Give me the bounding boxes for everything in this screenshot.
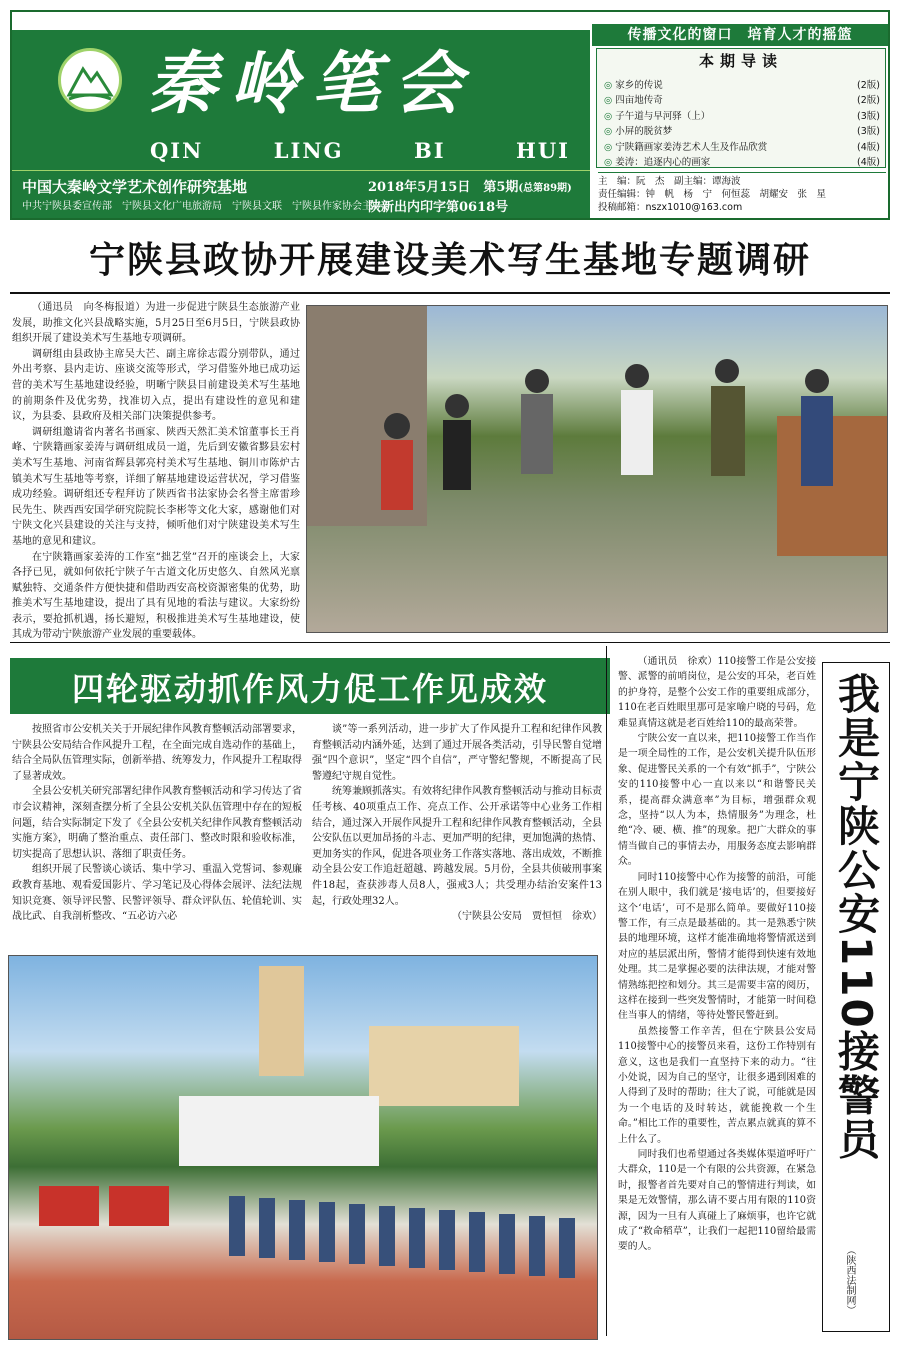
guide-item: ◎ 小屏的脱贫梦 (3版)	[604, 126, 880, 138]
sponsors: 中共宁陕县委宣传部 宁陕县文化广电旅游局 宁陕县文联 宁陕县作家协会主办	[22, 201, 382, 212]
guide-item: ◎ 四亩地传奇 (2版)	[604, 95, 880, 107]
article1-headline: 宁陕县政协开展建设美术写生基地专题调研	[88, 240, 811, 281]
base-name: 中国大秦岭文学艺术创作研究基地	[22, 178, 248, 196]
issue-date	[368, 176, 572, 195]
total-issue: (总第89期)	[518, 183, 572, 194]
pinyin-1: QIN	[150, 138, 204, 163]
article1-photo	[306, 305, 888, 633]
staff-email: 投稿邮箱：nszx1010@163.com	[598, 202, 743, 213]
article2-headline: 四轮驱动抓作风力促工作见成效	[71, 670, 548, 708]
article3-source: （陕西法制网）	[844, 1245, 855, 1315]
headline-rule	[10, 292, 890, 294]
bullet-icon: ◎	[604, 95, 613, 107]
column-divider	[606, 646, 607, 1336]
guide-item: ◎ 子午道与早河驿（上） (3版)	[604, 110, 880, 122]
bullet-icon: ◎	[604, 79, 613, 91]
article2-photo	[8, 955, 598, 1340]
bullet-icon: ◎	[604, 141, 613, 153]
newspaper-title-pinyin	[150, 138, 590, 163]
guide-list	[604, 76, 880, 169]
guide-item: ◎ 家乡的传说 (2版)	[604, 79, 880, 91]
article3-body: （通讯员 徐欢）110接警工作是公安接警、派警的前哨岗位，是公安的耳朵，老百姓的护身符，是整个公安工作的重要组成部分，110在老百姓眼里那可是家喻户晓的号码，危难显真情这就是老百姓给110的最高荣誉。 宁陕公安一直以来，把110接警工作当作是一项全局性的工作，是公安机关提升队伍形象、促进警民关系的一个有效“抓手”，宁陕公安的110接警中心一直以来以“和谐警民关系，提高群众满意率”为目标，增强群众观念，坚持“以人为本，热情服务”为理念，杜绝“冷、硬、横、推”的现象。把广大群众的事情当做自己的事情去办，用服务态度去影响群众。 同时110接警中心作为接警的前沿，可能在别人眼中，我们就是‘接电话’的，但要接好这个‘电话’，可不是那么简单。要做好110接警工作，有三点是最基础的。其一是熟悉宁陕县的地理环境，这样才能准确地将警情派送到对应的基层派出所，警情才能得到快速有效地处理。其二是掌握必要的法律法规，才能对警情熟练把控和划分。其三是需要丰富的阅历，这样在接到一些突发警情时，才能第一时间稳住当事人的情绪，等待处警民警赶到。 虽然接警工作辛苦，但在宁陕县公安局110接警中心的接警员来看，这份工作特别有意义，这也是我们一直坚持下来的动力。“往小处说，因为自己的坚守，让很多遇到困难的人得到了及时的帮助；往大了说，可能就是因为一个电话的及时转达，就能挽救一个生命。”相比工作的重要性，苦点累点就真的算不上什么了。 同时我们也希望通过各类媒体渠道呼吁广大群众，110是一个有限的公共资源，在紧急时，报警者首先要对自己的警情进行判读，如果是无效警情，那么请不要占用有限的110资源，因为一旦有人真碰上了麻烦事，也许它就成了“救命稻草”，让我们一起把110留给最需要的人。	[618, 656, 816, 1253]
staff-duty-editors: 责任编辑：钟 帆 杨 宁 何恒蕊 胡耀安 张 星	[598, 189, 827, 200]
pinyin-3: BI	[413, 138, 446, 163]
slogan: 传播文化的窗口 培育人才的摇篮	[592, 24, 888, 46]
article3-headline: 我是宁陕公安110接警员	[832, 672, 881, 1162]
staff-box	[598, 172, 886, 214]
date-issue: 2018年5月15日 第5期	[368, 180, 519, 195]
section-rule	[10, 642, 890, 643]
guide-item: ◎ 宁陕籍画家姜涛艺术人生及作品欣赏 (4版)	[604, 141, 880, 153]
article1-body: （通迅员 向冬梅报道）为进一步促进宁陕县生态旅游产业发展，助推文化兴县战略实施，5月25日至6月5日，宁陕县政协组织开展了建设美术写生基地专项调研。 调研组由县政协主席吴大芒、副主席徐志霞分别带队，通过外出考察、县内走访、座谈交流等形式，学习借鉴外地已成功运营的美术写生基地建设经验，明晰宁陕县目前建设美术写生基地的前期条件及优劣势，找准切入点，提出有建设性的意见和建议，为县委、县政府及相关部门决策提供参考。 调研组邀请省内著名书画家、陕西天然汇美术馆董事长王肖峰、宁陕籍画家姜涛与调研组成员一道，先后到安徽省黟县宏村美术写生基地、河南省辉县郭亮村美术写生基地、铜川市陈炉古镇美术写生基地等考察，详细了解基地建设运营状况，学习借鉴成功经验。调研组还专程拜访了陕西省书法家协会名誉主席雷珍民先生、陕西西安国学研究院院长李彬等文化大家，感谢他们对宁陕文化兴县建设的关注与支持，倾听他们对宁陕建设美术写生基地的意见和建议。 在宁陕籍画家姜涛的工作室“拙艺堂”召开的座谈会上，大家各抒已见，就如何依托宁陕子午古道文化历史悠久、自然风光禀赋独特、交通条件方便快捷和借助西安高校资源密集的优势，助推美术写生基地建设，提出了具有见地的看法与建议。大家纷纷表示，要抢抓机遇，扬长避短，积极推进美术写生基地建设，使其成为带动宁陕旅游产业发展的重要载体。	[12, 302, 300, 641]
newspaper-title: 秦岭笔会	[148, 44, 477, 124]
article2-byline: （宁陕县公安局 贾恒恒 徐欢）	[452, 911, 602, 923]
permit-number: 陕新出内印字第0618号	[368, 200, 509, 215]
guide-title: 本期导读	[698, 52, 783, 70]
bullet-icon: ◎	[604, 110, 613, 122]
newspaper-logo	[58, 48, 122, 112]
guide-item: ◎ 姜涛：追逐内心的画家 (4版)	[604, 157, 880, 169]
pinyin-4: HUI	[516, 138, 570, 163]
article2-col1: 按照省市公安机关关于开展纪律作风教育整顿活动部署要求，宁陕县公安局结合作风提升工程，在全面完成自选动作的基础上，结合全局队伍管理实际，创新举措、统筹发力，作风提升工程取得了显著成效。 全县公安机关研究部署纪律作风教育整顿活动和学习传达了省市会议精神，深刻查摆分析了全县公安机关队伍管理中存在的短板问题，结合实际制定下发了《全县公安机关纪律作风教育整顿活动实施方案》，明确了整治重点、责任部门、整改时限和验收标准，切实提高了思想认识、落细了职责任务。 组织开展了民警谈心谈话、集中学习、重温入党誓词、参观廉政教育基地、观看爱国影片、学习笔记及心得体会展评、法纪法规知识竞赛、领导评民警、民警评领导、群众评队伍、轮值轮训、实战比武、自我剖析整改、“五必访六必	[12, 724, 302, 923]
bullet-icon: ◎	[604, 126, 613, 138]
bullet-icon: ◎	[604, 157, 613, 169]
pinyin-2: LING	[273, 138, 344, 163]
staff-editors: 主 编：阮 杰 副主编：谭海波	[598, 176, 741, 187]
article2-col2: 谈”等一系列活动，进一步扩大了作风提升工程和纪律作风教育整顿活动内涵外延，达到了通过开展各类活动，引导民警自觉增强“四个意识”，坚定“四个自信”，严守警纪警规，不断提高了民警遵纪守规自觉性。 统筹兼顾抓落实。有效将纪律作风教育整顿活动与推动目标责任考核、40项重点工作、亮点工作、公开承诺等中心业务工作相结合，通过深入开展作风提升工程和纪律作风教育整顿活动，全县公安队伍以更加昂扬的斗志、更加严明的纪律，更加饱满的热情、更加务实的作风，促进各项业务工作落实落地、落出成效，不断推动全县公安工作追赶超越、跨越发展。5月份，全县共侦破刑事案件18起，查获涉毒人员8人，强戒3人；共受理办结治安案件13起，行政处理32人。 （宁陕县公安局 贾恒恒 徐欢）	[312, 722, 602, 925]
masthead-divider	[12, 170, 590, 171]
